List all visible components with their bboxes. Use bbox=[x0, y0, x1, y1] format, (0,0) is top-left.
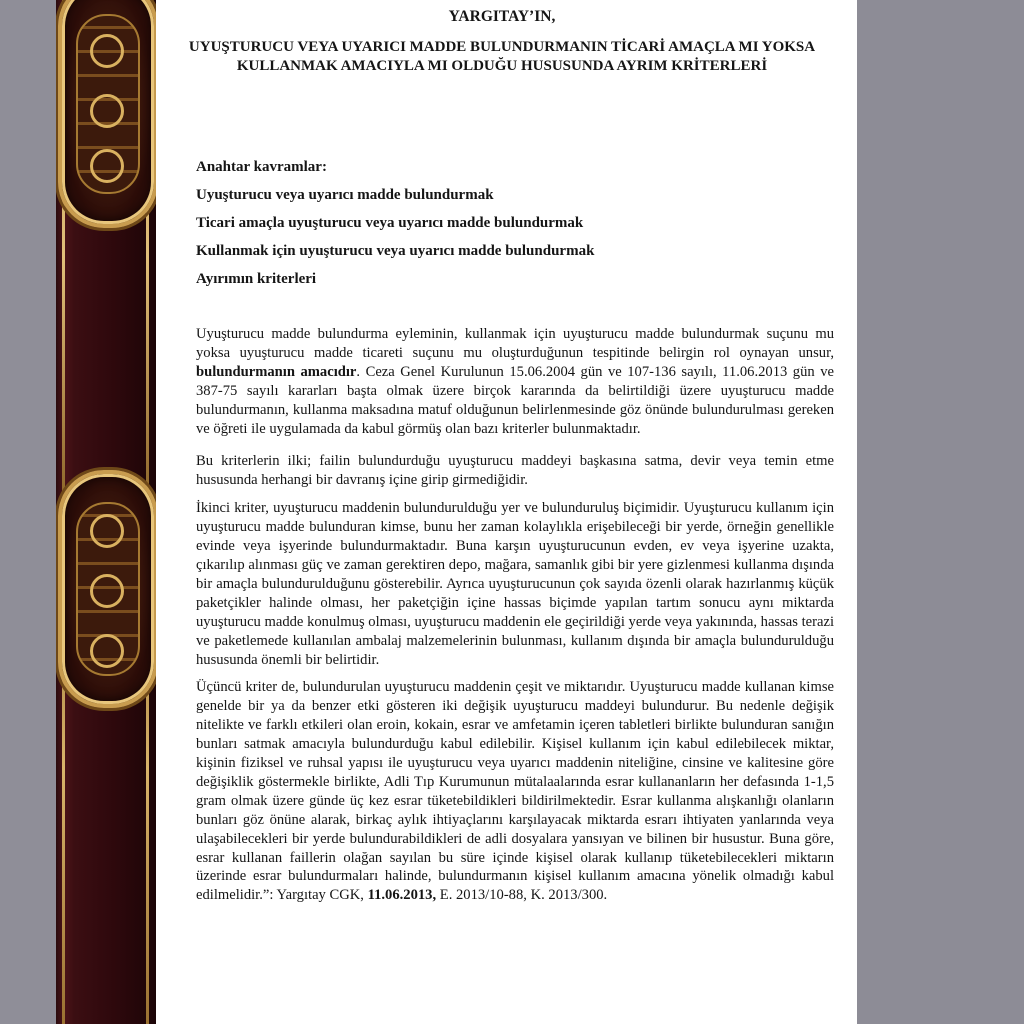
paragraph-1-text: Uyuşturucu madde bulundurma eyleminin, kullanmak için uyuşturucu madde bulundurmak suçunu mu yoksa uyuşturucu madde ticareti suçunu mu oluşturduğunun tespitinde belirgin rol oynayan unsur, bbox=[196, 326, 834, 361]
keyword-item: Ticari amaçla uyuşturucu veya uyarıcı madde bulundurmak bbox=[196, 215, 584, 231]
paragraph-4-text: Üçüncü kriter de, bulundurulan uyuşturucu maddenin çeşit ve miktarıdır. Uyuşturucu madde kullanan kimse genelde bir ya da benzer etki gösteren iki değişik uyuşturucu maddeyi bulundurur. Bu nedenle değişik nitelikte ve farklı etkileri olan eroin, kokain, esrar ve amfetamin içeren tabletleri birlikte bulunduran sanığın bunları satmak amacıyla bulundurduğu kabul edilebilir. Kişisel kullanım için kabul edilebilecek miktar, kişinin fiziksel ve ruhsal yapısı ile uyuşturucu veya uyarıcı maddenin niteliğine, cinsine ve kalitesine göre değişiklik göstermekle birlikte, Adli Tıp Kurumunun mütalaalarında esrar kullananların her defasında 1-1,5 gram olmak üzere günde üç kez esrar tüketebildikleri bildirilmektedir. Esrar kullanma alışkanlığı olanların bunları göz önüne alarak, birkaç aylık ihtiyaçlarını karşılayacak miktarda esrarı ihtiyaten yanlarında veya ulaşabilecekleri bir yerde bulundurabildikleri de adli dosyalara yansıyan ve bilinen bir husustur. Buna göre, esrar kullanan faillerin olağan sayılan bu süre içinde kişisel olarak kullanıp tüketebilecekleri miktarın üzerinde esrar bulundurmaları halinde, bulundurmanın kişisel kullanım amacına yönelik olmadığı kabul edilmelidir.”: Yargıtay CGK, bbox=[196, 679, 834, 904]
citation-reference: E. 2013/10-88, K. 2013/300. bbox=[436, 887, 608, 904]
keyword-item: Ayırımın kriterleri bbox=[196, 271, 317, 287]
ornament-knot-icon bbox=[90, 34, 124, 68]
paragraph-4 bbox=[196, 678, 834, 905]
document-page bbox=[156, 0, 857, 1024]
ornament-knot-icon bbox=[90, 514, 124, 548]
paragraph-3: İkinci kriter, uyuşturucu maddenin bulundurulduğu yer ve bulunduruluş biçimidir. Uyuşturucu kullanım için uyuşturucu madde bulunduran kimse, bunu her zaman kolaylıkla erişebileceği bir yerde, örneğin genellikle evinde veya işyerinde bulundurmaktadır. Buna karşın uyuşturucunun evden, ev veya işyerine uzakta, çıkarılıp alınması güç ve zaman gerektiren depo, mağara, samanlık gibi bir yere gizlenmesi kullanma dışında bir amaçla bulundurulduğunu gösterebilir. Ayrıca uyuşturucunun çok sayıda özenli olarak hazırlanmış küçük paketçikler halinde olması, her paketçiğin içine hassas biçimde yapılan tartım sonucu aynı miktarda uyuşturucu madde konulmuş olması, uyuşturucu maddenin ele geçirildiği yerde veya yakınında, hassas terazi ve paketlemede kullanılan ambalaj malzemelerinin bulunması, kullanım dışında bir amaçla bulundurulduğu hususunda önemli bir belirtidir. bbox=[196, 500, 834, 668]
paragraph-2: Bu kriterlerin ilki; failin bulundurduğu uyuşturucu maddeyi başkasına satma, devir veya temin etme hususunda herhangi bir davranış içine girip girmediğidir. bbox=[196, 453, 834, 489]
paragraph-1 bbox=[196, 325, 834, 438]
document-title: YARGITAY’IN, bbox=[448, 8, 556, 25]
document-subtitle: UYUŞTURUCU VEYA UYARICI MADDE BULUNDURMANIN TİCARİ AMAÇLA MI YOKSA KULLANMAK AMACIYLA MI OLDUĞU HUSUSUNDA AYRIM KRİTERLERİ bbox=[188, 39, 816, 74]
ornament-knot-icon bbox=[90, 634, 124, 668]
keywords-heading: Anahtar kavramlar: bbox=[196, 159, 327, 175]
document-body bbox=[196, 325, 834, 911]
keyword-item: Kullanmak için uyuşturucu veya uyarıcı madde bulundurmak bbox=[196, 243, 595, 259]
ornament-knot-icon bbox=[90, 94, 124, 128]
keyword-item: Uyuşturucu veya uyarıcı madde bulundurmak bbox=[196, 187, 494, 203]
paragraph-1-text-end: . Ceza Genel Kurulunun 15.06.2004 gün ve 107-136 sayılı, 11.06.2013 gün ve 387-75 sayılı kararları başta olmak üzere birçok kararında da belirtildiği üzere uyuşturucu madde bulundurmanın, kullanma maksadına matuf olduğunun belirlenmesinde göz önünde bulundurulması gereken ve öğreti ile uygulamada da kabul görmüş olan bazı kriterler bulunmaktadır. bbox=[196, 363, 834, 437]
keywords-list bbox=[196, 158, 816, 298]
ornament-medallion-icon bbox=[58, 470, 156, 708]
citation-date: 11.06.2013, bbox=[367, 887, 437, 904]
ornament-knot-icon bbox=[90, 574, 124, 608]
ornament-knot-icon bbox=[90, 149, 124, 183]
paragraph-1-emphasis: bulundurmanın amacıdır bbox=[196, 363, 357, 380]
ornament-medallion-icon bbox=[58, 0, 156, 228]
right-background bbox=[857, 0, 1024, 1024]
decorative-banner bbox=[56, 0, 156, 1024]
left-background bbox=[0, 0, 56, 1024]
